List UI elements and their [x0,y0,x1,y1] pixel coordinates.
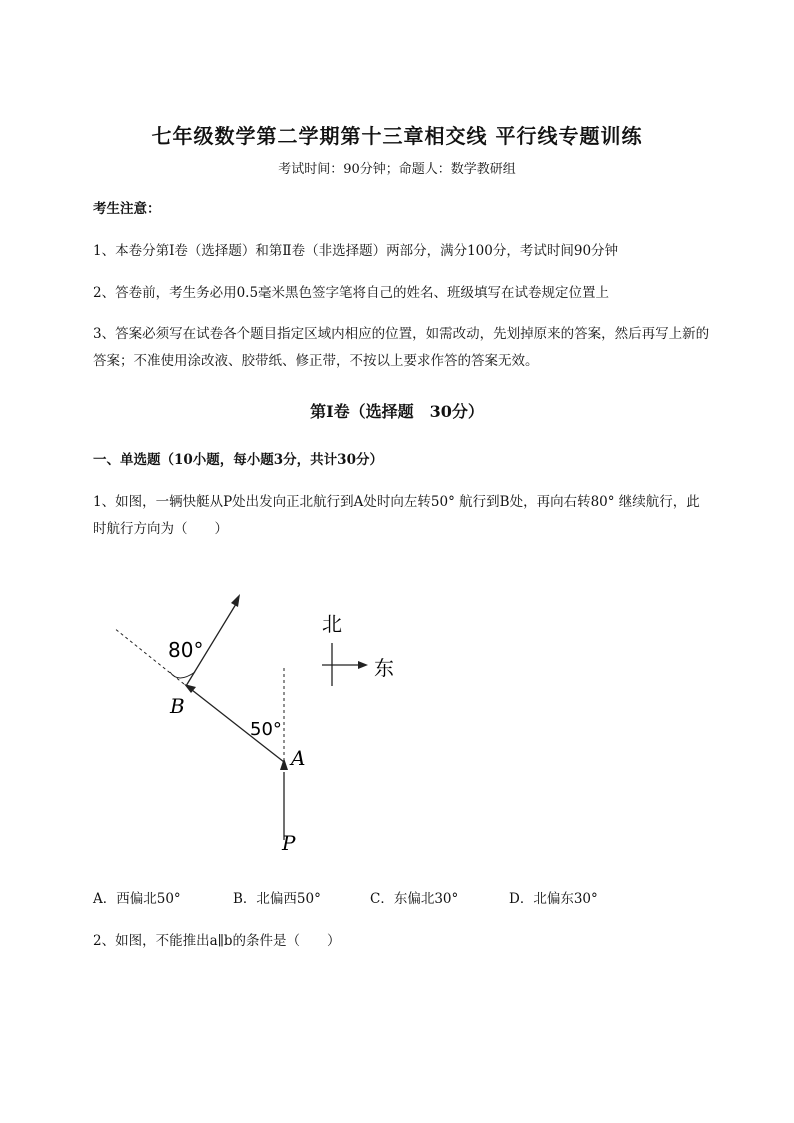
notice-3: 3、答案必须写在试卷各个题目指定区域内相应的位置，如需改动，先划掉原来的答案，然后再写上新的答案；不准使用涂改液、胶带纸、修正带，不按以上要求作答的答案无效。 [93,326,710,369]
option-a[interactable]: A．西偏北50° [93,891,181,907]
option-d[interactable]: D．北偏东30° [509,891,598,907]
point-a-label: A [291,746,306,770]
part-heading: 一、单选题（10小题，每小题3分，共计30分） [93,452,383,468]
angle-80-label: 80° [168,638,204,662]
question-1-text: 如图，一辆快艇从P处出发向正北航行到A处时向左转50° 航行到B处，再向右转80° 继续航行，此时航行方向为（ ） [93,494,700,537]
option-b[interactable]: B．北偏西50° [233,891,321,907]
point-p-label: P [282,831,296,855]
notice-2: 2、答卷前，考生务必用0.5毫米黑色签字笔将自己的姓名、班级填写在试卷规定位置上 [93,285,610,301]
compass-north-label: 北 [322,612,342,636]
point-b-label: B [170,694,185,718]
arrowhead-new-direction [231,594,240,607]
angle-50-label: 50° [250,719,282,740]
page-title: 七年级数学第二学期第十三章相交线 平行线专题训练 [151,124,643,148]
question-2-text: 如图，不能推出a∥b的条件是（ ） [115,933,341,949]
section-title: 第I卷（选择题 30分） [310,402,484,421]
question-2-number: 2、 [93,933,116,949]
question-2 [93,928,713,955]
exam-subtitle: 考试时间：90分钟；命题人：数学教研组 [278,162,516,177]
compass-east-label: 东 [374,656,394,680]
notice-1: 1、本卷分第I卷（选择题）和第Ⅱ卷（非选择题）两部分，满分100分，考试时间90分钟 [93,243,619,259]
notice-heading: 考生注意： [93,201,161,217]
compass-east-arrowhead [358,661,368,669]
question-1-number: 1、 [93,494,116,510]
option-c[interactable]: C．东偏北30° [370,891,459,907]
